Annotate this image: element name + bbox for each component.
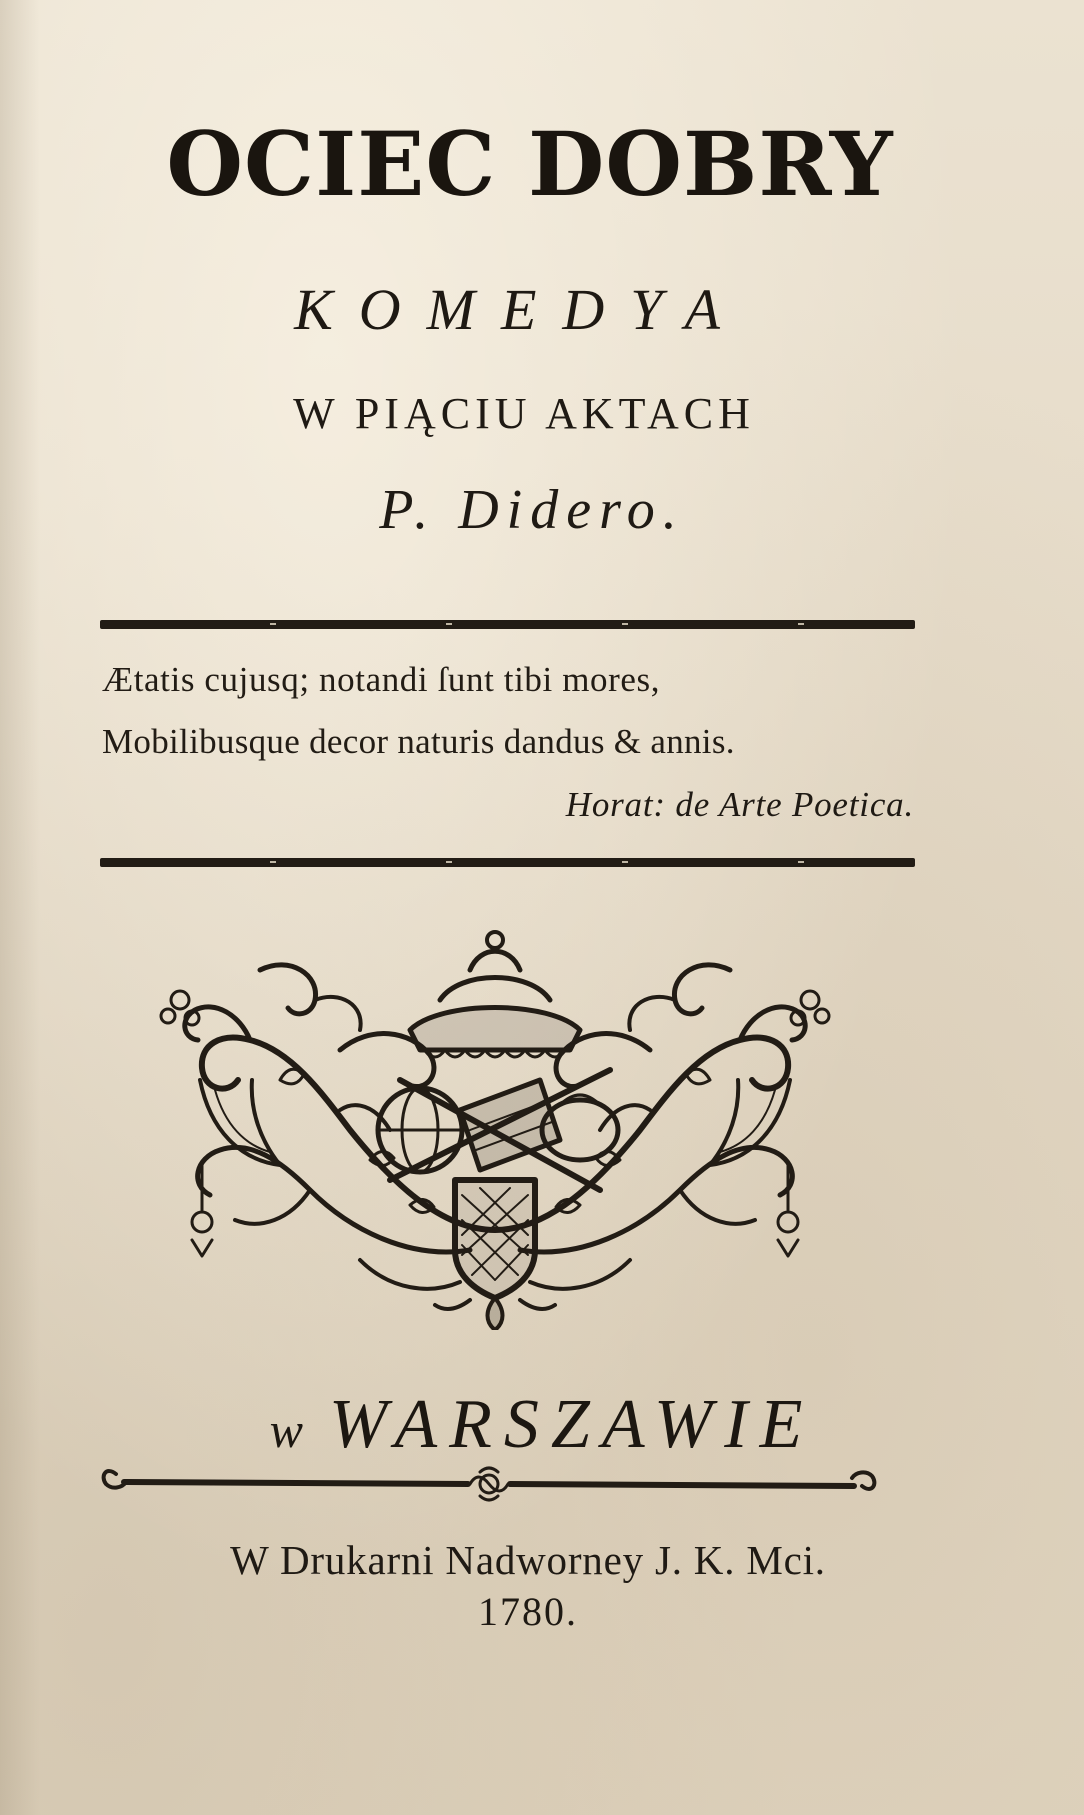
genre-line: KOMEDYA [294,277,746,342]
publication-year: 1780. [478,1589,578,1634]
place-prefix: w [269,1402,303,1458]
motto-line-2: Mobilibusque decor naturis dandus & annis. [102,722,735,761]
printer-ornament-icon [140,930,850,1330]
printer-imprint: W Drukarni Nadworney J. K. Mci. [230,1537,826,1583]
top-rule [100,620,915,629]
motto-citation: Horat: de Arte Poetica. [565,785,914,824]
flourish-rule [98,1462,880,1504]
acts-line: W PIĄCIU AKTACH [293,389,755,438]
book-title: OCIEC DOBRY [166,112,894,216]
place-name: WARSZAWIE [328,1386,815,1463]
bottom-rule [100,858,915,867]
place-of-publication [0,1385,1084,1465]
author-line: P. Didero. [379,479,685,541]
motto-line-1: Ætatis cujusq; notandi ſunt tibi mores, [102,660,661,699]
